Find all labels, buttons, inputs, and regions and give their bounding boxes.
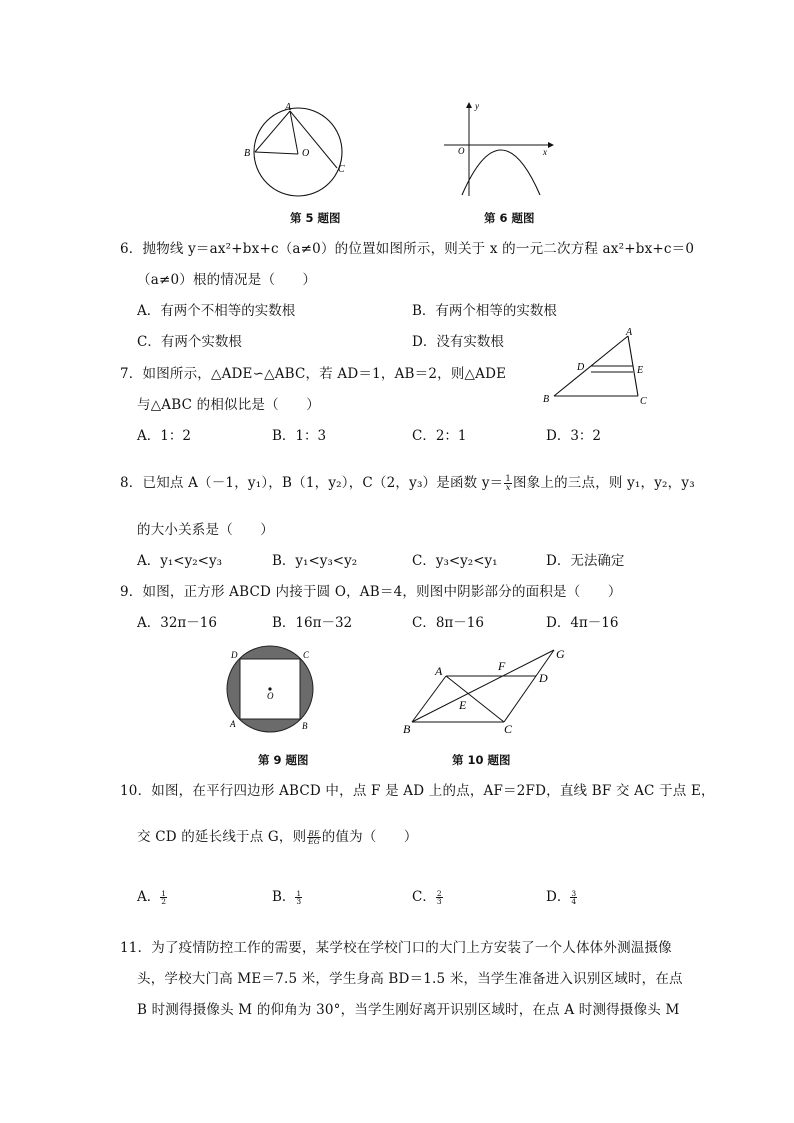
label-B: B [403,722,411,736]
q8-stem-pre: 8．已知点 A（－1，y₁），B（1，y₂），C（2，y₃）是函数 y＝ [120,475,504,491]
label-C: C [504,722,513,736]
label-D: D [231,650,238,660]
q10-option-d [546,888,577,906]
q8-stem-line2: 的大小关系是（ ） [137,522,274,538]
q9-stem-line1: 9．如图，正方形 ABCD 内接于圆 O，AB＝4，则图中阴影部分的面积是（ ） [120,584,622,600]
q10-stem-pre: 交 CD 的延长线于点 G，则 [137,829,307,845]
label-A: A [285,102,292,113]
q10-stem-line1: 10．如图，在平行四边形 ABCD 中，点 F 是 AD 上的点，AF＝2FD，直线 BF 交 AC 于点 E， [120,783,715,799]
q10-option-a [137,888,167,906]
label-C: C [303,650,310,660]
label-x: x [543,147,547,157]
q8-stem-line1 [120,474,695,492]
q10-fraction [307,830,320,845]
q10-option-c-numerator: 2 [436,889,442,898]
q8-option-b: B．y₁<y₃<y₂ [272,553,358,569]
label-B: B [244,148,251,159]
q9-option-d: D．4π－16 [546,615,619,631]
q8-option-d: D．无法确定 [546,553,625,569]
figure-9-inscribed-square-diagram [222,644,322,736]
q6-option-d: D．没有实数根 [412,334,504,350]
label-E: E [459,698,467,712]
q6-stem-line1: 6．抛物线 y＝ax²+bx+c（a≠0）的位置如图所示，则关于 x 的一元二次方程 ax²+bx+c＝0 [120,241,695,257]
q10-option-b-numerator: 1 [296,889,302,898]
q10-option-c-denominator: 3 [436,897,442,906]
figure-6-parabola-diagram [440,100,555,200]
label-O: O [302,148,310,159]
q6-option-a: A．有两个不相等的实数根 [137,303,296,319]
q9-option-b: B．16π－32 [272,615,353,631]
q10-option-b-denominator: 3 [296,897,302,906]
q10-option-b [272,888,302,906]
label-O: O [267,691,274,701]
label-B: B [302,721,308,731]
q8-fraction-numerator: 1 [505,474,511,484]
figure-10-caption: 第 10 题图 [452,753,511,767]
q11-stem-line2: 头，学校大门高 ME＝7.5 米，学生身高 BD＝1.5 米，当学生准备进入识别区域时，在点 [137,971,683,987]
figure-6-caption: 第 6 题图 [484,211,535,225]
q10-option-a-denominator: 2 [161,897,167,906]
label-D: D [539,671,548,685]
figure-7-triangle-diagram [538,328,658,410]
q10-option-d-label: D． [546,889,571,905]
q10-option-c [412,888,443,906]
q10-option-c-fraction [436,890,443,905]
q6-option-c: C．有两个实数根 [137,334,242,350]
q10-option-b-fraction [295,890,302,905]
q10-option-d-numerator: 3 [571,889,577,898]
q10-option-d-denominator: 4 [571,897,577,906]
q7-stem-line1: 7．如图所示，△ADE∽△ABC，若 AD＝1，AB＝2，则△ADE [120,366,507,382]
label-O: O [458,146,465,156]
q11-stem-line1: 11．为了疫情防控工作的需要，某学校在学校门口的大门上方安装了一个人体体外测温摄像 [120,940,672,956]
q10-option-b-label: B． [272,889,296,905]
q7-stem-line2: 与△ABC 的相似比是（ ） [137,397,320,413]
q10-stem-line2 [137,828,418,846]
q8-option-c: C．y₃<y₂<y₁ [412,553,498,569]
q7-option-c: C．2：1 [412,428,467,444]
q10-option-c-label: C． [412,889,436,905]
label-F: F [498,659,506,673]
q10-option-a-label: A． [137,889,161,905]
label-C: C [338,164,345,175]
figure-10-parallelogram-diagram [398,642,578,738]
label-C: C [640,396,647,407]
label-G: G [556,647,565,661]
q8-stem-post: 图象上的三点，则 y₁，y₂，y₃ [513,475,695,491]
figure-5-caption: 第 5 题图 [290,211,341,225]
q10-option-a-numerator: 1 [161,889,167,898]
q10-fraction-numerator: BE [308,829,320,838]
label-E: E [637,365,644,376]
label-y: y [475,101,479,111]
figure-5-circle-diagram [242,100,362,200]
q10-option-a-fraction [160,890,167,905]
figure-9-caption: 第 9 题图 [258,753,309,767]
q7-option-a: A．1：2 [137,428,191,444]
q7-option-b: B．1：3 [272,428,327,444]
q11-stem-line3: B 时测得摄像头 M 的仰角为 30°，当学生刚好离开识别区域时，在点 A 时测得摄像头 M [137,1002,680,1018]
q9-option-a: A．32π－16 [137,615,217,631]
q7-option-d: D．3：2 [546,428,602,444]
label-A: A [435,664,443,678]
q6-option-b: B．有两个相等的实数根 [412,303,557,319]
q9-option-c: C．8π－16 [412,615,484,631]
label-B: B [543,394,550,405]
label-A: A [230,719,236,729]
q10-fraction-denominator: EG [308,837,320,846]
q10-option-d-fraction [570,890,577,905]
label-A: A [626,328,633,338]
q8-option-a: A．y₁<y₂<y₃ [137,553,222,569]
q8-fraction [504,475,512,492]
label-D: D [577,362,585,373]
q6-stem-line2: （a≠0）根的情况是（ ） [137,272,317,288]
q8-fraction-denominator: x [505,483,511,493]
q10-stem-post: 的值为（ ） [321,829,418,845]
